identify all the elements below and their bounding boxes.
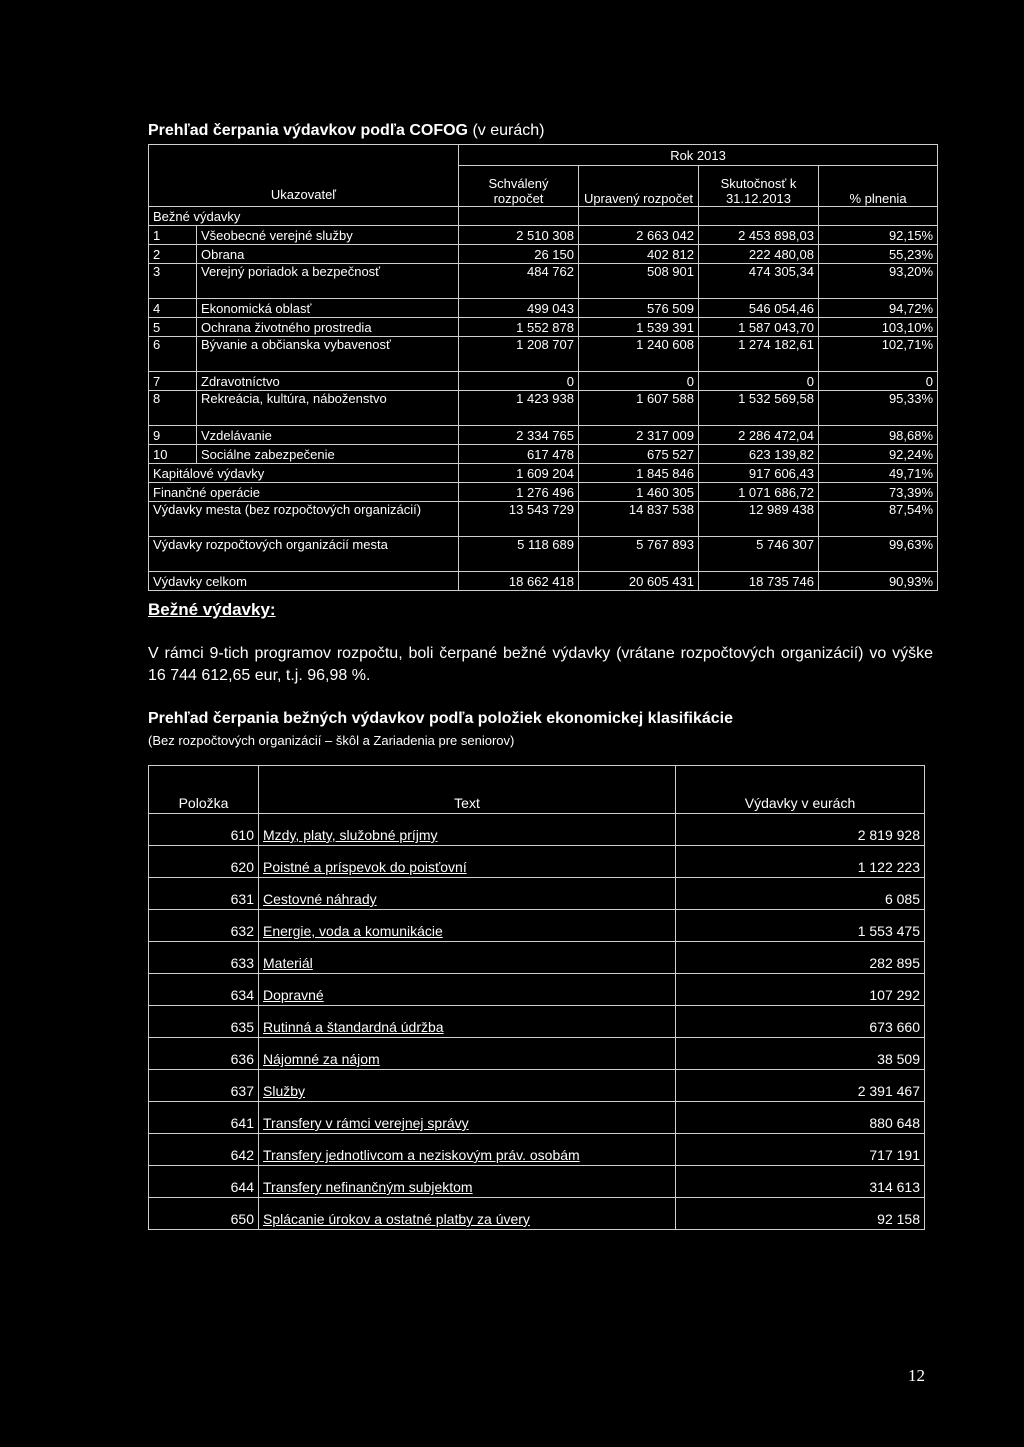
row-label: Ekonomická oblasť xyxy=(197,299,459,318)
item-text xyxy=(259,1198,676,1230)
table-row xyxy=(149,942,925,974)
adjusted-value: 508 901 xyxy=(579,264,699,299)
summary-row xyxy=(149,464,938,483)
item-text-label: Transfery v rámci verejnej správy xyxy=(263,1115,469,1131)
summary-label: Výdavky rozpočtových organizácií mesta xyxy=(149,537,459,572)
col-approved: Schválený rozpočet xyxy=(459,166,579,207)
adjusted-value: 2 663 042 xyxy=(579,226,699,245)
item-amount: 1 122 223 xyxy=(676,846,925,878)
row-number: 3 xyxy=(149,264,197,299)
approved-value: 617 478 xyxy=(459,445,579,464)
row-label: Sociálne zabezpečenie xyxy=(197,445,459,464)
summary-row xyxy=(149,502,938,537)
row-label: Verejný poriadok a bezpečnosť xyxy=(197,264,459,299)
approved-value: 499 043 xyxy=(459,299,579,318)
adjusted-value: 1 539 391 xyxy=(579,318,699,337)
econ-rows xyxy=(149,814,925,1230)
adjusted-value: 20 605 431 xyxy=(579,572,699,591)
table-row xyxy=(149,245,938,264)
approved-value: 1 208 707 xyxy=(459,337,579,372)
approved-value: 13 543 729 xyxy=(459,502,579,537)
item-text xyxy=(259,1038,676,1070)
item-text xyxy=(259,814,676,846)
summary-label: Výdavky mesta (bez rozpočtových organizácií) xyxy=(149,502,459,537)
adjusted-value: 2 317 009 xyxy=(579,426,699,445)
item-code: 644 xyxy=(149,1166,259,1198)
table-row xyxy=(149,264,938,299)
cofog-title: Prehľad čerpania výdavkov podľa COFOG xyxy=(148,122,468,139)
item-amount: 2 819 928 xyxy=(676,814,925,846)
summary-paragraph: V rámci 9-tich programov rozpočtu, boli čerpané bežné výdavky (vrátane rozpočtových organizácií) vo výške 16 744 612,65 eur, t.j. 96,98 %. xyxy=(148,645,933,684)
item-text xyxy=(259,1166,676,1198)
approved-value: 2 334 765 xyxy=(459,426,579,445)
item-amount: 880 648 xyxy=(676,1102,925,1134)
col-actual: Skutočnosť k 31.12.2013 xyxy=(699,166,819,207)
table-row xyxy=(149,814,925,846)
item-text-label: Materiál xyxy=(263,955,313,971)
approved-value: 0 xyxy=(459,372,579,391)
approved-value: 1 276 496 xyxy=(459,483,579,502)
item-code: 633 xyxy=(149,942,259,974)
row-number: 1 xyxy=(149,226,197,245)
approved-value: 5 118 689 xyxy=(459,537,579,572)
item-text-label: Transfery jednotlivcom a neziskovým práv. osobám xyxy=(263,1147,580,1163)
item-amount: 2 391 467 xyxy=(676,1070,925,1102)
current-expenses-label: Bežné výdavky xyxy=(149,207,459,226)
approved-value: 1 552 878 xyxy=(459,318,579,337)
table-row xyxy=(149,1198,925,1230)
econ-title: Prehľad čerpania bežných výdavkov podľa položiek ekonomickej klasifikácie xyxy=(148,710,734,727)
econ-table xyxy=(148,765,925,1230)
percent-value: 103,10% xyxy=(819,318,938,337)
actual-value: 2 453 898,03 xyxy=(699,226,819,245)
adjusted-value: 5 767 893 xyxy=(579,537,699,572)
approved-value: 2 510 308 xyxy=(459,226,579,245)
item-code: 641 xyxy=(149,1102,259,1134)
row-label: Bývanie a občianska vybavenosť xyxy=(197,337,459,372)
percent-value: 73,39% xyxy=(819,483,938,502)
item-amount: 1 553 475 xyxy=(676,910,925,942)
item-text-label: Splácanie úrokov a ostatné platby za úvery xyxy=(263,1211,530,1227)
actual-value: 18 735 746 xyxy=(699,572,819,591)
percent-value: 49,71% xyxy=(819,464,938,483)
item-text-label: Rutinná a štandardná údržba xyxy=(263,1019,444,1035)
percent-value: 95,33% xyxy=(819,391,938,426)
table-row xyxy=(149,426,938,445)
item-amount: 38 509 xyxy=(676,1038,925,1070)
actual-value: 0 xyxy=(699,372,819,391)
table-row xyxy=(149,1102,925,1134)
cofog-unit: (v eurách) xyxy=(472,122,545,139)
item-text xyxy=(259,1134,676,1166)
percent-value: 92,24% xyxy=(819,445,938,464)
approved-value: 1 609 204 xyxy=(459,464,579,483)
col-text: Text xyxy=(259,766,676,814)
adjusted-value: 14 837 538 xyxy=(579,502,699,537)
row-number: 8 xyxy=(149,391,197,426)
percent-value: 90,93% xyxy=(819,572,938,591)
col-amount: Výdavky v eurách xyxy=(676,766,925,814)
adjusted-value: 576 509 xyxy=(579,299,699,318)
adjusted-value: 1 460 305 xyxy=(579,483,699,502)
table-row xyxy=(149,1134,925,1166)
row-number: 10 xyxy=(149,445,197,464)
item-text-label: Transfery nefinančným subjektom xyxy=(263,1179,473,1195)
col-indicator: Ukazovateľ xyxy=(149,145,459,207)
summary-label: Výdavky celkom xyxy=(149,572,459,591)
actual-value: 1 532 569,58 xyxy=(699,391,819,426)
row-label: Vzdelávanie xyxy=(197,426,459,445)
row-number: 6 xyxy=(149,337,197,372)
row-label: Zdravotníctvo xyxy=(197,372,459,391)
table-row xyxy=(149,337,938,372)
cofog-title-line xyxy=(148,122,544,140)
adjusted-value: 1 240 608 xyxy=(579,337,699,372)
item-text-label: Nájomné za nájom xyxy=(263,1051,380,1067)
adjusted-value: 1 607 588 xyxy=(579,391,699,426)
item-text xyxy=(259,1102,676,1134)
item-amount: 6 085 xyxy=(676,878,925,910)
percent-value: 92,15% xyxy=(819,226,938,245)
actual-value: 2 286 472,04 xyxy=(699,426,819,445)
table-row xyxy=(149,1006,925,1038)
econ-subtitle: (Bez rozpočtových organizácií – škôl a Zariadenia pre seniorov) xyxy=(148,733,515,748)
item-amount: 314 613 xyxy=(676,1166,925,1198)
item-code: 632 xyxy=(149,910,259,942)
row-label: Všeobecné verejné služby xyxy=(197,226,459,245)
item-amount: 92 158 xyxy=(676,1198,925,1230)
row-number: 4 xyxy=(149,299,197,318)
row-number: 7 xyxy=(149,372,197,391)
item-text-label: Dopravné xyxy=(263,987,324,1003)
table-row xyxy=(149,445,938,464)
item-amount: 282 895 xyxy=(676,942,925,974)
actual-value: 1 071 686,72 xyxy=(699,483,819,502)
item-text xyxy=(259,1070,676,1102)
adjusted-value: 675 527 xyxy=(579,445,699,464)
summary-label: Kapitálové výdavky xyxy=(149,464,459,483)
item-text-label: Energie, voda a komunikácie xyxy=(263,923,443,939)
col-percent: % plnenia xyxy=(819,166,938,207)
cofog-rows xyxy=(149,226,938,464)
actual-value: 623 139,82 xyxy=(699,445,819,464)
item-code: 637 xyxy=(149,1070,259,1102)
col-adjusted: Upravený rozpočet xyxy=(579,166,699,207)
percent-value: 99,63% xyxy=(819,537,938,572)
cofog-table xyxy=(148,144,938,591)
approved-value: 18 662 418 xyxy=(459,572,579,591)
table-row xyxy=(149,974,925,1006)
table-row xyxy=(149,318,938,337)
summary-label: Finančné operácie xyxy=(149,483,459,502)
adjusted-value: 402 812 xyxy=(579,245,699,264)
table-row xyxy=(149,299,938,318)
percent-value: 94,72% xyxy=(819,299,938,318)
page-number: 12 xyxy=(908,1366,925,1385)
actual-value: 1 587 043,70 xyxy=(699,318,819,337)
percent-value: 93,20% xyxy=(819,264,938,299)
item-text xyxy=(259,846,676,878)
item-text xyxy=(259,974,676,1006)
table-row xyxy=(149,1166,925,1198)
col-item: Položka xyxy=(149,766,259,814)
item-text xyxy=(259,942,676,974)
table-row xyxy=(149,391,938,426)
actual-value: 222 480,08 xyxy=(699,245,819,264)
adjusted-value: 0 xyxy=(579,372,699,391)
row-label: Obrana xyxy=(197,245,459,264)
actual-value: 12 989 438 xyxy=(699,502,819,537)
percent-value: 87,54% xyxy=(819,502,938,537)
actual-value: 546 054,46 xyxy=(699,299,819,318)
item-code: 636 xyxy=(149,1038,259,1070)
row-label: Rekreácia, kultúra, náboženstvo xyxy=(197,391,459,426)
actual-value: 474 305,34 xyxy=(699,264,819,299)
item-text-label: Cestovné náhrady xyxy=(263,891,377,907)
item-code: 631 xyxy=(149,878,259,910)
actual-value: 1 274 182,61 xyxy=(699,337,819,372)
table-row xyxy=(149,1038,925,1070)
item-text-label: Služby xyxy=(263,1083,306,1099)
table-row xyxy=(149,372,938,391)
row-number: 5 xyxy=(149,318,197,337)
item-text xyxy=(259,878,676,910)
actual-value: 5 746 307 xyxy=(699,537,819,572)
table-row xyxy=(149,878,925,910)
item-text xyxy=(259,910,676,942)
cofog-summary xyxy=(149,464,938,591)
row-number: 2 xyxy=(149,245,197,264)
summary-row xyxy=(149,572,938,591)
item-code: 635 xyxy=(149,1006,259,1038)
percent-value: 0 xyxy=(819,372,938,391)
percent-value: 55,23% xyxy=(819,245,938,264)
item-text xyxy=(259,1006,676,1038)
approved-value: 26 150 xyxy=(459,245,579,264)
item-amount: 673 660 xyxy=(676,1006,925,1038)
item-text-label: Mzdy, platy, služobné príjmy xyxy=(263,827,438,843)
item-code: 634 xyxy=(149,974,259,1006)
approved-value: 1 423 938 xyxy=(459,391,579,426)
adjusted-value: 1 845 846 xyxy=(579,464,699,483)
percent-value: 102,71% xyxy=(819,337,938,372)
approved-value: 484 762 xyxy=(459,264,579,299)
actual-value: 917 606,43 xyxy=(699,464,819,483)
row-number: 9 xyxy=(149,426,197,445)
item-amount: 107 292 xyxy=(676,974,925,1006)
table-row xyxy=(149,226,938,245)
summary-row xyxy=(149,483,938,502)
percent-value: 98,68% xyxy=(819,426,938,445)
table-row xyxy=(149,1070,925,1102)
item-code: 620 xyxy=(149,846,259,878)
table-row xyxy=(149,910,925,942)
summary-row xyxy=(149,537,938,572)
table-row xyxy=(149,846,925,878)
item-code: 650 xyxy=(149,1198,259,1230)
section-heading: Bežné výdavky: xyxy=(148,600,276,619)
item-code: 610 xyxy=(149,814,259,846)
row-label: Ochrana životného prostredia xyxy=(197,318,459,337)
item-code: 642 xyxy=(149,1134,259,1166)
item-text-label: Poistné a príspevok do poisťovní xyxy=(263,859,467,875)
year-header: Rok 2013 xyxy=(459,145,938,166)
item-amount: 717 191 xyxy=(676,1134,925,1166)
